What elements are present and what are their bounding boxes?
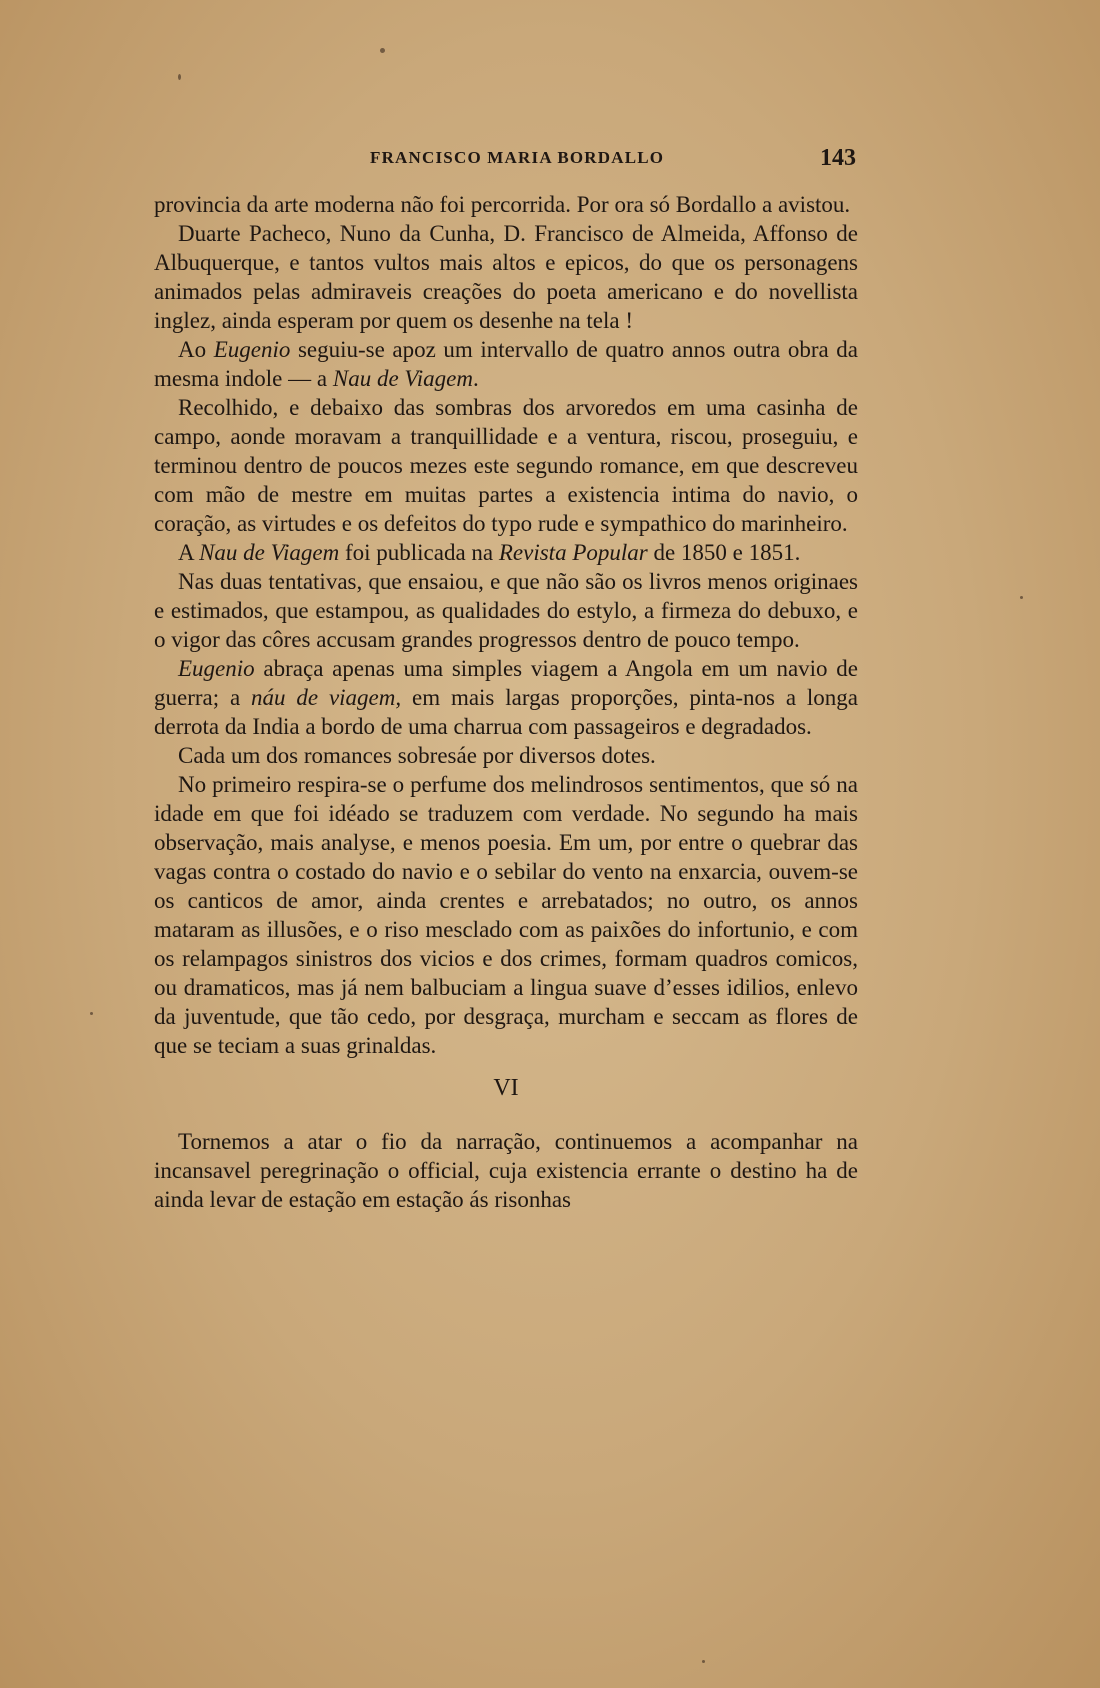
section-paragraph: Tornemos a atar o fio da narração, continuemos a acompanhar na incansavel peregrinação o official, cuja existencia errante o destino ha de ainda levar de estação em estação ás risonhas: [154, 1129, 858, 1212]
running-head: FRANCISCO MARIA BORDALLO: [370, 148, 665, 167]
page-number: 143: [820, 145, 856, 171]
page-header: [156, 145, 856, 174]
text-run: A: [178, 540, 200, 565]
paragraph-2: Duarte Pacheco, Nuno da Cunha, D. Francisco de Almeida, Affonso de Albuquerque, e tantos vultos mais altos e epicos, do que os personagens animados pelas admiraveis creações do poeta americano e do novellista inglez, ainda esperam por quem os desenhe na tela !: [154, 221, 858, 333]
paragraph-5: [154, 538, 858, 567]
italic-title: Revista Popular: [498, 540, 648, 565]
text-run: Ao: [178, 337, 214, 362]
italic-title: náu de viagem,: [251, 685, 402, 710]
paragraph-1: provincia da arte moderna não foi percorrida. Por ora só Bordallo a avistou.: [154, 192, 851, 217]
paragraph-6: Nas duas tentativas, que ensaiou, e que não são os livros menos originaes e estimados, que estampou, as qualidades do estylo, a firmeza do debuxo, e o vigor das côres accusam grandes progressos dentro de pouco tempo.: [154, 569, 858, 652]
section-heading: VI: [493, 1075, 519, 1101]
body-text: [154, 190, 858, 1214]
text-run: foi publicada na: [339, 540, 499, 565]
italic-title: Nau de Viagem: [332, 366, 473, 391]
paragraph-4: Recolhido, e debaixo das sombras dos arvoredos em uma casinha de campo, aonde moravam a tranquillidade e a ventura, riscou, proseguiu, e terminou dentro de poucos mezes este segundo romance, em que descreveu com mão de mestre em muitas partes a existencia intima do navio, o coração, as virtudes e os defeitos do typo rude e sympathico do marinheiro.: [154, 395, 858, 536]
paragraph-8: Cada um dos romances sobresáe por diversos dotes.: [178, 743, 656, 768]
italic-title: Eugenio: [213, 337, 291, 362]
text-run: .: [472, 366, 479, 391]
speck: [1020, 596, 1023, 599]
text-run: em mais largas proporções, pinta-nos a longa derrota da India a bordo de uma charrua com passageiros e degradados.: [154, 685, 858, 739]
italic-title: Eugenio: [178, 656, 255, 681]
text-run: de 1850 e 1851.: [647, 540, 801, 565]
paragraph-9: No primeiro respira-se o perfume dos melindrosos sentimentos, que só na idade em que foi idéado se traduzem com verdade. No segundo ha mais observação, mais analyse, e menos poesia. Em um, por entre o quebrar das vagas contra o costado do navio e o sebilar do vento na enxarcia, ouvem-se os canticos de amor, ainda crentes e arrebatados; no outro, os annos mataram as illusões, e o riso mesclado com as paixões do infortunio, e com os relampagos sinistros dos vicios e dos crimes, formam quadros comicos, ou dramaticos, mas já nem balbuciam a lingua suave d’esses idilios, enlevo da juventude, que tão cedo, por desgraça, murcham e seccam as flores de que se teciam a suas grinaldas.: [154, 772, 858, 1058]
speck: [178, 74, 181, 80]
speck: [90, 1012, 93, 1015]
speck: [380, 48, 385, 53]
speck: [702, 1660, 705, 1663]
text-run: seguiu-se apoz um intervallo de quatro annos outra obra da mesma indole — a: [154, 337, 858, 391]
paragraph-7: [154, 654, 858, 741]
italic-title: Nau de Viagem: [199, 540, 340, 565]
text-run: abraça apenas uma simples viagem a Angola em um navio de guerra; a: [154, 656, 858, 710]
paragraph-3: [154, 335, 858, 393]
